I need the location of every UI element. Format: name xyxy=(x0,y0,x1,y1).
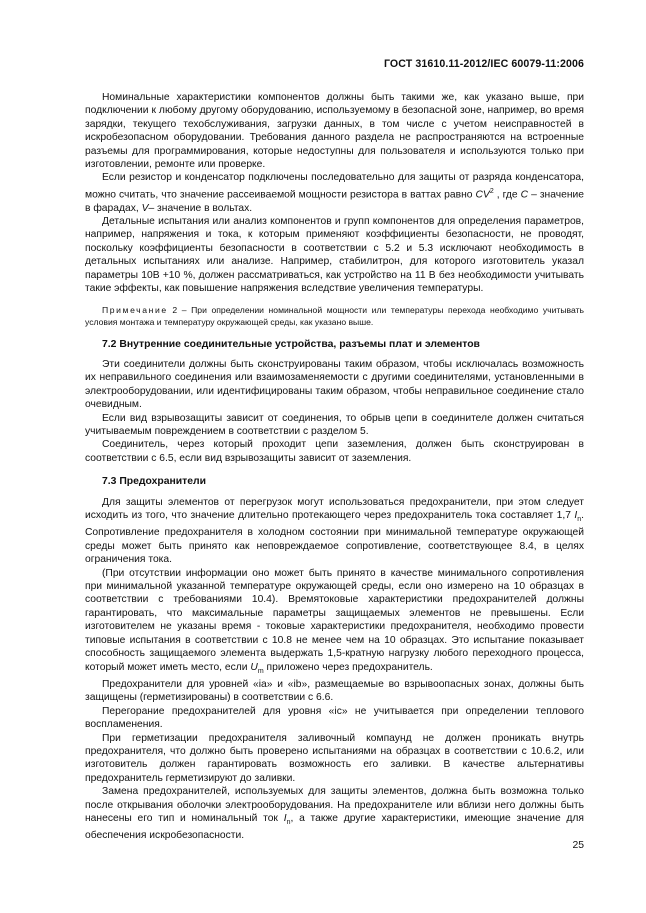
paragraph-fuse-characteristics: (При отсутствии информации оно может быть принято в качестве минимального сопротивления при минимальной указанной температуре окружающей среды, если оно измерено на 10 образцах в соответствии с требованиями 10.4). Времятоковые характеристики предохранителей должны гарантировать, что максимальные параметры защищаемых элементов не превышены. Если изготовителем не указаны время - токовые характеристики предохранителя, необходимо провести типовые испытания в соответствии с 10.8 не менее чем на 10 образцах. Это испытание показывает способность защищаемого элемента выдержать 1,5-кратную нагрузку любого переходного процесса, который может иметь место, если $U_m$ приложено через предохранитель. xyxy=(85,567,584,675)
section-heading-7-3: 7.3 Предохранители xyxy=(102,476,207,488)
paragraph-resistor-capacitor: Если резистор и конденсатор подключены последовательно для защиты от разряда конденсатора, можно считать, что значение рассеиваемой мощности резистора в ваттах равно $CV^2$ , где C – значение в фарадах, V– значение в вольтах. xyxy=(85,172,584,214)
paragraph-component-ratings: Номинальные характеристики компонентов должны быть такими же, как указано выше, при подключении к любому другому оборудованию, используемому в безопасной зоне, например, во время зарядки, текущего техобслуживания, загрузки данных, в том числе с учетом неисправностей в искробезопасном оборудовании. Требования данного раздела не распространяются на встроенные разъемы для программирования, которые недоступны для пользователя и используются только при изготовлении, ремонте или проверке. xyxy=(85,92,584,171)
paragraph-fuse-ia-ib: Предохранители для уровней «ia» и «ib», размещаемые во взрывоопасных зонах, должны быть защищены (герметизированы) в соответствии с 6.6. xyxy=(85,678,584,704)
paragraph-fuse-protection: Для защиты элементов от перегрузок могут использоваться предохранители, при этом следует исходить из того, что значение длительно протекающего через предохранитель тока составляет 1,7 $I_n$. Сопротивление предохранителя в холодном состоянии при минимальной температуре окружающей среды может быть принято как неповреждаемое сопротивление, соответствующее 8.4, в целях ограничения тока. xyxy=(85,496,584,566)
paragraph-fuse-encapsulation: При герметизации предохранителя заливочный компаунд не должен проникать внутрь предохранителя, что должно быть проверено испытаниями на образцах в соответствии с 10.6.2, или изготовитель должен гарантировать возможность его заливки. В качестве альтернативы предохранитель герметизируют до заливки. xyxy=(85,732,584,784)
paragraph-fuse-ic: Перегорание предохранителей для уровня «ic» не учитывается при определении теплового воспламенения. xyxy=(85,705,584,731)
section-heading-7-2: 7.2 Внутренние соединительные устройства, разъемы плат и элементов xyxy=(102,338,480,350)
document-header: ГОСТ 31610.11-2012/IEC 60079-11:2006 xyxy=(383,58,584,70)
page-number: 25 xyxy=(572,840,584,851)
paragraph-detailed-tests: Детальные испытания или анализ компонентов и групп компонентов для определения параметров, например, напряжения и тока, к которым применяют коэффициенты безопасности, не проводят, поскольку коэффициенты безопасности в соответствии с 5.2 и 5.3 исключают необходимость в детальных испытаниях или анализе. Например, стабилитрон, для которого изготовитель указал параметры 10В +10 %, должен рассматриваться, как устройство на 11 В без необходимости учитывать такие эффекты, как повышение напряжения вследствие увеличения температуры. xyxy=(85,216,584,295)
paragraph-connectors-design: Эти соединители должны быть сконструированы таким образом, чтобы исключалась возможность их неправильного соединения или взаимозаменяемости с другими соединителями, установленными в электрооборудовании, или идентифицированы таким образом, чтобы неправильное соединение стало очевидным. xyxy=(85,358,584,411)
paragraph-fuse-replacement: Замена предохранителей, используемых для защиты элементов, должна быть возможна только после открывания оболочки электрооборудования. На предохранителе или вблизи него должны быть нанесены его тип и номинальный ток $I_n$, а также другие характеристики, имеющие значение для обеспечения искробезопасности. xyxy=(85,786,585,842)
paragraph-grounding-connector: Соединитель, через который проходит цепи заземления, должен быть сконструирован в соответствии с 6.5, если вид взрывозащиты зависит от заземления. xyxy=(85,439,584,464)
note-2: Примечание 2 – При определении номинальной мощности или температуры перехода необходимо учитывать условия монтажа и температуру окружающей среды, как указано выше. xyxy=(85,304,584,327)
document-body xyxy=(85,91,584,843)
paragraph-connector-break: Если вид взрывозащиты зависит от соединения, то обрыв цепи в соединителе должен считаться учитываемым повреждением в соответствии с разделом 5. xyxy=(85,412,584,437)
